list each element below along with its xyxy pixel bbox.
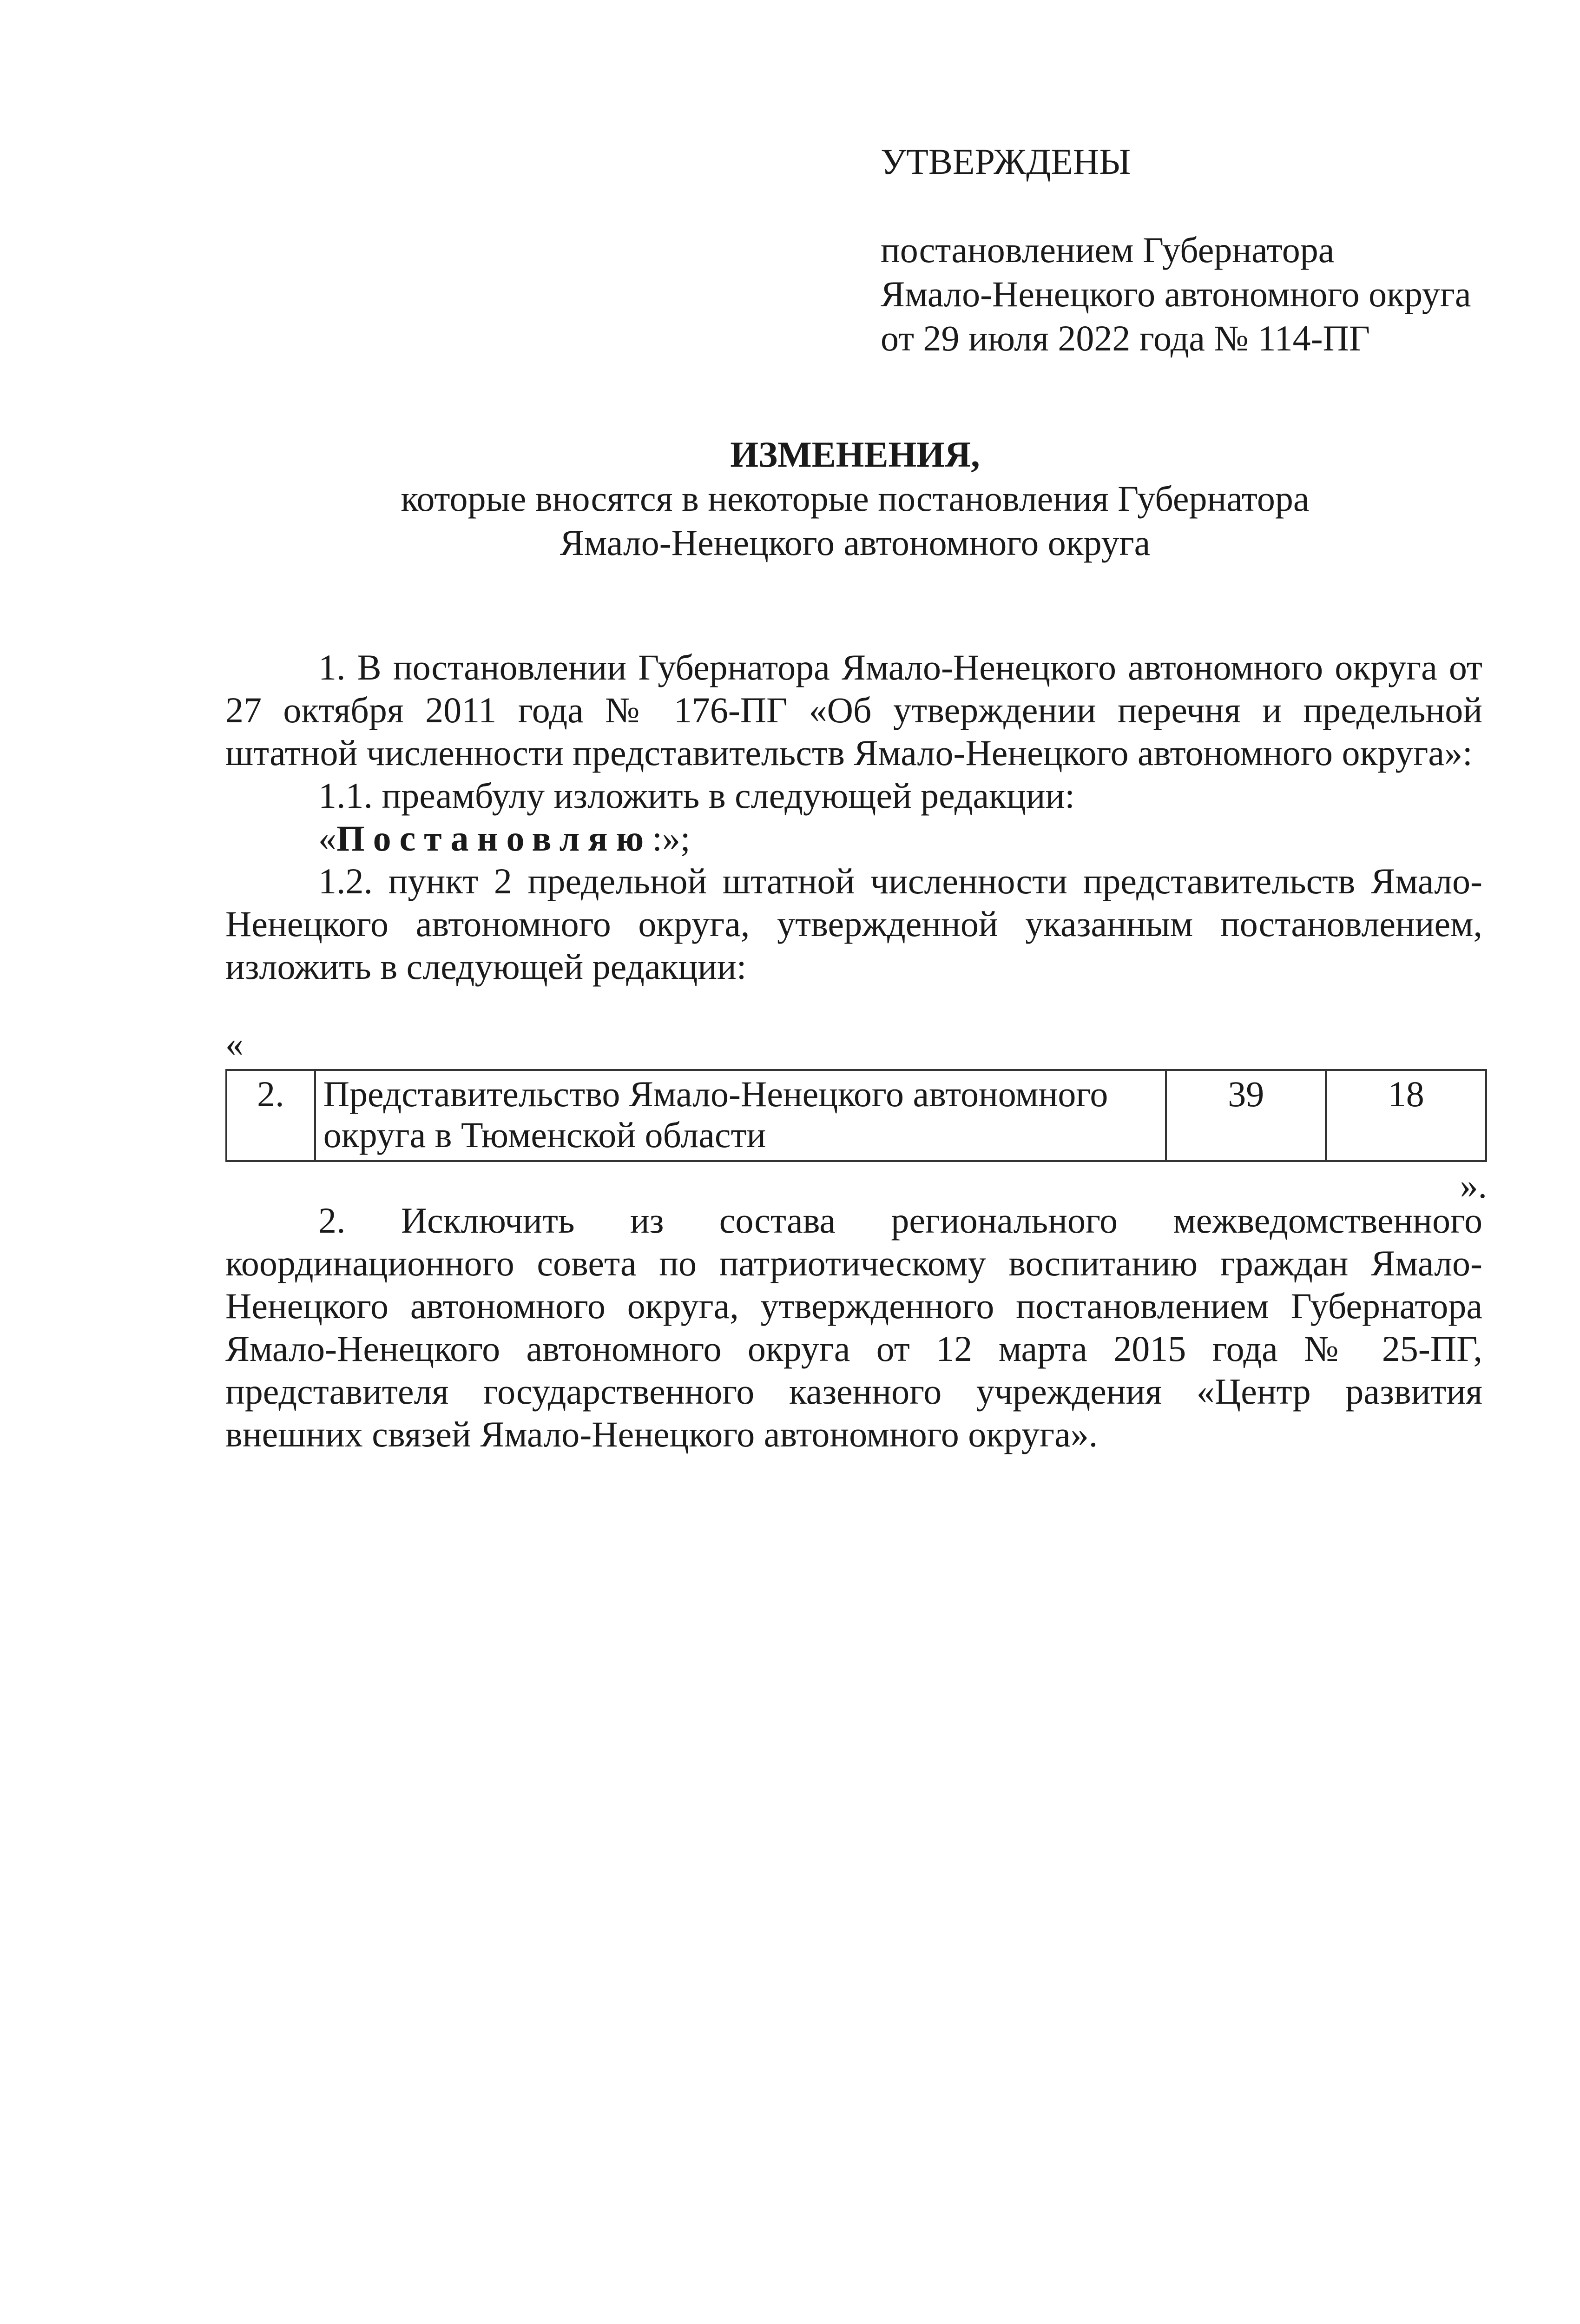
decree-quote-open: « bbox=[318, 818, 336, 858]
paragraph-1-2: 1.2. пункт 2 предельной штатной численности представительств Ямало-Ненецкого автономного округа, утвержденной указанным постановлением, изложить в следующей редакции: bbox=[225, 861, 1482, 987]
approval-stamp bbox=[881, 139, 1485, 360]
document-title: ИЗМЕНЕНИЯ, bbox=[730, 434, 980, 475]
decree-word: Постановляю bbox=[336, 818, 652, 858]
table-quote-close: ». bbox=[1460, 1165, 1487, 1206]
approval-line-3: от 29 июля 2022 года № 114-ПГ bbox=[881, 318, 1370, 358]
document-subtitle-2: Ямало-Ненецкого автономного округа bbox=[560, 522, 1151, 563]
row-value-1-cell: 39 bbox=[1166, 1070, 1326, 1161]
decree-tail: :»; bbox=[652, 818, 691, 858]
document-subtitle-1: которые вносятся в некоторые постановления Губернатора bbox=[401, 478, 1310, 519]
approval-line-1: постановлением Губернатора bbox=[881, 230, 1335, 270]
row-name-cell: Представительство Ямало-Ненецкого автономного округа в Тюменской области bbox=[315, 1070, 1166, 1161]
paragraph-1: 1. В постановлении Губернатора Ямало-Ненецкого автономного округа от 27 октября 2011 года № 176-ПГ «Об утверждении перечня и предельной штатной численности представительств Ямало-Ненецкого автономного округа»: bbox=[225, 647, 1482, 773]
row-value-2-cell: 18 bbox=[1326, 1070, 1486, 1161]
approval-line-2: Ямало-Ненецкого автономного округа bbox=[881, 274, 1471, 314]
row-number-cell: 2. bbox=[226, 1070, 315, 1161]
table-quote-open: « bbox=[225, 1023, 244, 1064]
table-row bbox=[226, 1070, 1486, 1161]
document-body bbox=[225, 646, 1482, 988]
item-2-block bbox=[225, 1199, 1482, 1456]
paragraph-2: 2. Исключить из состава регионального межведомственного координационного совета по патриотическому воспитанию граждан Ямало-Ненецкого автономного округа, утвержденного постановлением Губернатора Ямало-Ненецкого автономного округа от 12 марта 2015 года № 25-ПГ, представителя государственного казенного учреждения «Центр развития внешних связей Ямало-Ненецкого автономного округа». bbox=[225, 1200, 1482, 1454]
amendment-table bbox=[225, 1069, 1487, 1162]
paragraph-1-1: 1.1. преамбулу изложить в следующей редакции: bbox=[318, 775, 1075, 816]
approval-heading: УТВЕРЖДЕНЫ bbox=[881, 141, 1131, 182]
decree-line bbox=[225, 817, 1482, 860]
document-title-block bbox=[223, 432, 1487, 565]
